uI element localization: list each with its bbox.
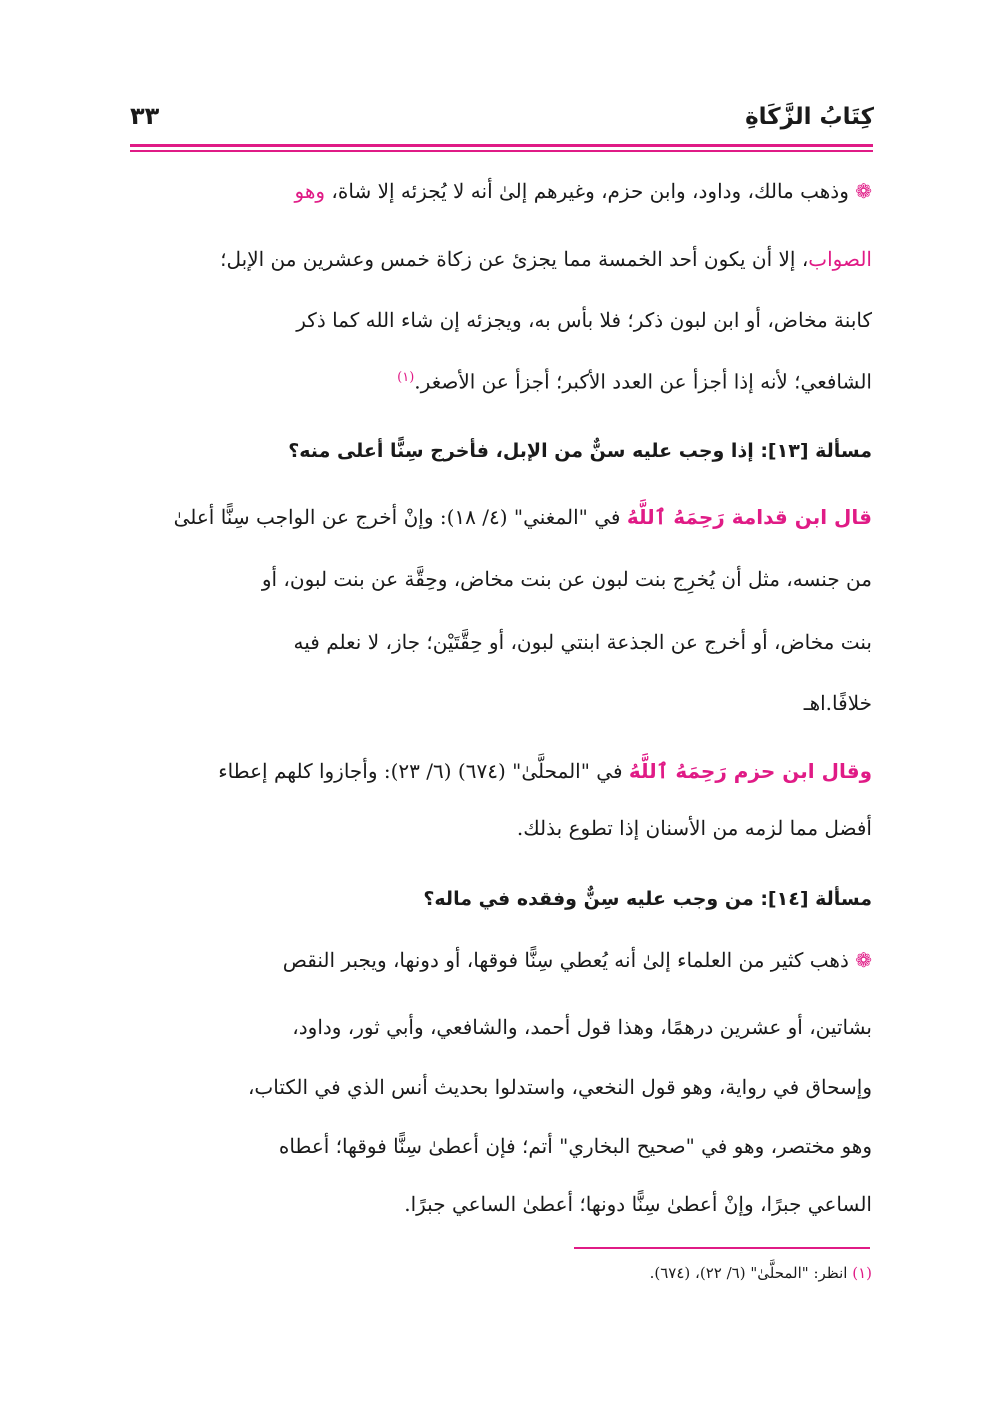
q13-quote1-line1 xyxy=(132,502,872,532)
question-14-heading: مسألة [١٤]: من وجب عليه سِنٌّ وفقده في ماله؟ xyxy=(423,888,872,910)
rosette-ornament-icon: ❁ xyxy=(855,179,872,203)
para1-line4 xyxy=(132,363,872,393)
page-number: ٣٣ xyxy=(130,102,160,130)
para1-line2 xyxy=(132,244,872,274)
q13-quote1-line4: خلافًا.اهـ xyxy=(803,691,872,715)
rosette-ornament-icon: ❁ xyxy=(855,948,872,972)
footnote-1 xyxy=(132,1262,872,1284)
q13-quote2-line2: أفضل مما لزمه من الأسنان إذا تطوع بذلك. xyxy=(516,816,872,840)
footnote-text: انظر: "المحلَّىٰ" (٦/ ٢٢)، (٦٧٤). xyxy=(649,1264,853,1282)
question-13-heading: مسألة [١٣]: إذا وجب عليه سنٌّ من الإبل، فأخرج سِنًّا أعلى منه؟ xyxy=(288,440,872,462)
quote2-speaker: وقال ابن حزم رَحِمَهُ ٱللَّهُ xyxy=(628,759,872,783)
quote1-line1-text: في "المغني" (٤/ ١٨): وإنْ أخرج عن الواجب سِنًّا أعلىٰ xyxy=(173,505,621,529)
para1-line1-highlight: وهو xyxy=(294,179,326,203)
book-title-header: كِتَابُ الزَّكَاةِ xyxy=(745,104,874,130)
para1-line1 xyxy=(132,176,872,206)
para1-line2-text: ، إلا أن يكون أحد الخمسة مما يجزئ عن زكاة خمس وعشرين من الإبل؛ xyxy=(220,247,809,271)
para1-line1-text: وذهب مالك، وداود، وابن حزم، وغيرهم إلىٰ أنه لا يُجزئه إلا شاة، xyxy=(331,179,849,203)
para1-line4-text: الشافعي؛ لأنه إذا أجزأ عن العدد الأكبر؛ أجزأ عن الأصغر. xyxy=(414,369,872,394)
q14-line3: وإسحاق في رواية، وهو قول النخعي، واستدلوا بحديث أنس الذي في الكتاب، xyxy=(247,1075,872,1099)
quote1-speaker: قال ابن قدامة رَحِمَهُ ٱللَّهُ xyxy=(626,505,872,529)
q14-line5: الساعي جبرًا، وإنْ أعطىٰ سِنًّا دونها؛ أعطىٰ الساعي جبرًا. xyxy=(404,1192,872,1216)
q14-line1-text: ذهب كثير من العلماء إلىٰ أنه يُعطي سِنًّا فوقها، أو دونها، ويجبر النقص xyxy=(282,948,849,972)
q14-line1 xyxy=(132,945,872,975)
q13-quote1-line2: من جنسه، مثل أن يُخرِج بنت لبون عن بنت مخاض، وحِقَّة عن بنت لبون، أو xyxy=(261,567,872,591)
header-rule-thick xyxy=(130,144,873,147)
footnote-rule xyxy=(574,1247,870,1249)
para1-line2-highlight: الصواب xyxy=(808,247,872,271)
footnote-marker: (١) xyxy=(852,1264,872,1282)
q13-quote1-line3: بنت مخاض، أو أخرج عن الجذعة ابنتي لبون، أو حِقَّتَيْن؛ جاز، لا نعلم فيه xyxy=(293,630,872,654)
q14-line4: وهو مختصر، وهو في "صحيح البخاري" أتم؛ فإن أعطىٰ سِنًّا فوقها؛ أعطاه xyxy=(278,1134,872,1158)
q14-line2: بشاتين، أو عشرين درهمًا، وهذا قول أحمد، والشافعي، وأبي ثور، وداود، xyxy=(292,1015,872,1039)
footnote-ref-1[interactable]: (١) xyxy=(397,370,415,385)
quote2-line1-text: في "المحلَّىٰ" (٦٧٤) (٦/ ٢٣): وأجازوا كلهم إعطاء xyxy=(218,759,623,783)
header-rule-thin xyxy=(130,150,873,152)
q13-quote2-line1 xyxy=(132,756,872,786)
para1-line3: كابنة مخاض، أو ابن لبون ذكر؛ فلا بأس به، ويجزئه إن شاء الله كما ذكر xyxy=(296,308,872,332)
